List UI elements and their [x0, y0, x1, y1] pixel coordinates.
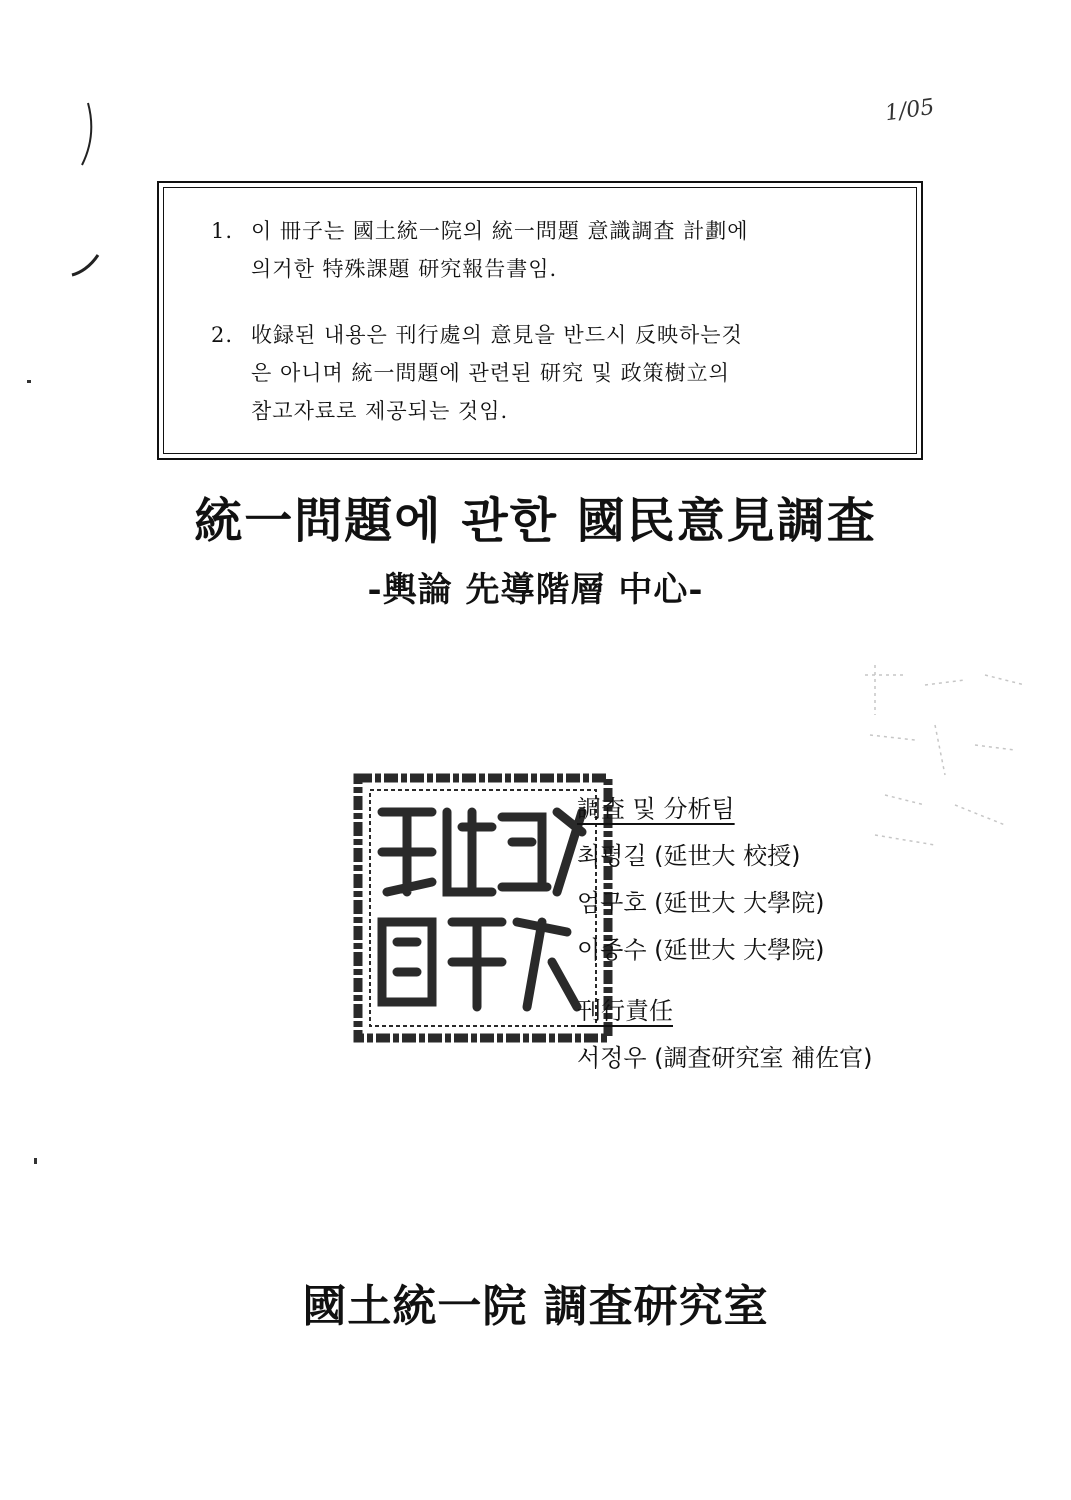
notice-line: 의거한 特殊課題 研究報告書임.: [251, 257, 558, 281]
scan-mark-left: [70, 95, 110, 295]
document-subtitle: -輿論 先導階層 中心-: [367, 570, 704, 610]
notice-number: 1.: [211, 219, 234, 243]
publisher-responsibility-heading: 刊行責任: [577, 997, 673, 1025]
scan-dot: [27, 380, 31, 383]
scan-dot: [34, 1158, 37, 1164]
notice-item-2: [211, 316, 866, 430]
publisher-responsible-person: 서정우 (調査研究室 補佐官): [577, 1044, 873, 1072]
notice-number: 2.: [211, 323, 234, 347]
publisher-name: 國土統一院 調査研究室: [302, 1281, 769, 1332]
team-member: 엄구호 (延世大 大學院): [577, 889, 825, 917]
handwritten-page-number: 1/05: [883, 94, 936, 127]
notice-box: [157, 181, 923, 460]
notice-line: 참고자료로 제공되는 것임.: [251, 399, 509, 423]
research-team: [577, 786, 873, 1082]
document-title: 統一問題에 관한 國民意見調査: [194, 493, 877, 549]
team-member: 이종수 (延世大 大學院): [577, 936, 825, 964]
team-member: 최평길 (延世大 校授): [577, 842, 801, 870]
faint-stamp-impression: [845, 655, 1045, 865]
seal-stamp: [352, 772, 614, 1044]
notice-line: 은 아니며 統一問題에 관련된 研究 및 政策樹立의: [251, 361, 730, 385]
notice-item-1: [211, 212, 866, 288]
team-heading: 調査 및 分析팀: [577, 795, 735, 823]
notice-line: 收録된 내용은 刊行處의 意見을 반드시 反映하는것: [251, 323, 743, 347]
notice-line: 이 冊子는 國土統一院의 統一問題 意識調査 計劃에: [251, 219, 749, 243]
